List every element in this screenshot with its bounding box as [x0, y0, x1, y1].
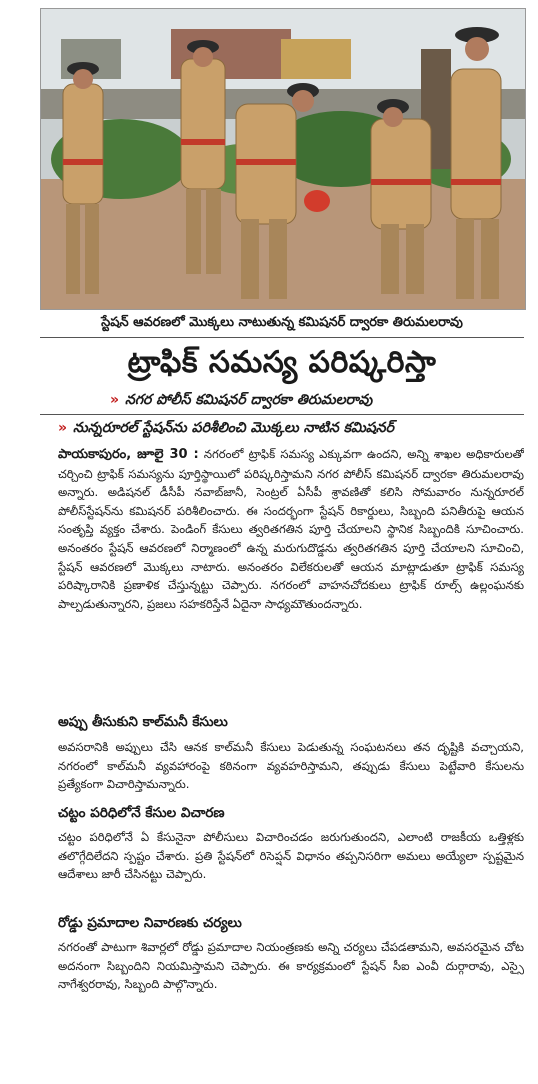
section3-title: రోడ్డు ప్రమాదాల నివారణకు చర్యలు: [58, 915, 242, 931]
section3-body: నగరంతో పాటుగా శివార్లలో రోడ్డు ప్రమాదాల నియంత్రణకు అన్ని చర్యలు చేపడతామని, అవసరమైన చోట అదనంగా సిబ్బందిని నియమిస్తామని చెప్పారు. ఈ కార్యక్రమంలో స్టేషన్ సీఐ ఎంవీ దుర్గారావు, ఎస్సై నాగేశ్వరరావు, సిబ్బంది పాల్గొన్నారు.: [58, 940, 524, 992]
section2-body: చట్టం పరిధిలోనే ఏ కేసునైనా పోలీసులు విచారించడం జరుగుతుందని, ఎలాంటి రాజకీయ ఒత్తిళ్లకు తలొగ్గేదిలేదని స్పష్టం చేశారు. ప్రతి స్టేషన్‌లో రిసెప్షన్ విధానం తప్పనిసరిగా అమలు అయ్యేలా స్పష్టమైన ఆదేశాలు జారీ చేసినట్టు చెప్పారు.: [58, 830, 524, 882]
dateline: పాయకాపురం, జూలై 30 :: [58, 447, 199, 462]
byline-text: నగర పోలీస్ కమిషనర్ ద్వారకా తిరుమలరావు: [125, 392, 373, 408]
headline: ట్రాఫిక్ సమస్య పరిష్కరిస్తా: [127, 345, 437, 380]
section2-title: చట్టం పరిధిలోనే కేసుల విచారణ: [58, 805, 225, 821]
byline: [110, 389, 524, 411]
subhead: [58, 417, 524, 439]
section1-body: అవసరానికి అప్పులు చేసి ఆనక కాల్‌మనీ కేసులు పెడుతున్న సంఘటనలు తన దృష్టికి వచ్చాయని, నగరంలో కాల్‌మనీ వ్యవహారంపై కఠినంగా వ్యవహరిస్తామని, తప్పుడు కేసులు పెట్టేవారి కేసులను ప్రత్యేకంగా విచారిస్తామన్నారు.: [58, 740, 524, 792]
police-planting-photo: [41, 9, 525, 309]
divider-mid: [40, 414, 524, 415]
section1-title: అప్పు తీసుకుని కాల్‌మనీ కేసులు: [58, 714, 228, 730]
news-photo: [40, 8, 526, 310]
lead-text: నగరంలో ట్రాఫిక్ సమస్య ఎక్కువగా ఉందని, అన్ని శాఖల అధికారులతో చర్చించి ట్రాఫిక్ సమస్యను పూర్తిస్థాయిలో పరిష్కరిస్తామని నగర పోలీస్ కమిషనర్ ద్వారకా తిరుమలరావు అన్నారు. అడిషనల్ డీసీపీ నవాబ్‌జానీ, సెంట్రల్ ఏసీపీ శ్రావణితో కలిసి సోమవారం నున్నరూరల్ పోలీస్‌స్టేషన్‌ను కమిషనర్ పరిశీలించారు. ఈ సందర్భంగా స్టేషన్ రికార్డులు, సిబ్బంది పనితీరుపై ఆయన సంతృప్తి వ్యక్తం చేశారు. పెండింగ్ కేసులు త్వరితగతిన పూర్తి చేయాలని స్థానిక సిబ్బందికి సూచించారు. అనంతరం స్టేషన్ ఆవరణలో నిర్మాణంలో ఉన్న మరుగుదొడ్డను త్వరితగతిన పూర్తి చేయాలని సూచించి, స్టేషన్ ఆవరణలో మొక్కలు నాటారు. అనంతరం విలేకరులతో ఆయన మాట్లాడుతూ ట్రాఫిక్ సమస్య పరిష్కారానికి ప్రణాళిక చేస్తున్నట్టు చెప్పారు. నగరంలో వాహనచోదకులు ట్రాఫిక్ రూల్స్ ఉల్లంఘనకు పాల్పడుతున్నారని, ప్రజలు సహకరిస్తేనే ఏదైనా సాధ్యమౌతుందన్నారు.: [58, 447, 524, 611]
chevron-right-icon: »: [58, 420, 68, 436]
lead-paragraph: [58, 445, 524, 707]
subhead-text: నున్నరూరల్ స్టేషన్‌ను పరిశీలించి మొక్కలు నాటిన కమిషనర్: [73, 420, 394, 436]
divider-top: [40, 337, 524, 338]
photo-caption: స్టేషన్ ఆవరణలో మొక్కలు నాటుతున్న కమిషనర్ ద్వారకా తిరుమలరావు: [101, 315, 463, 330]
chevron-right-icon: »: [110, 392, 120, 408]
